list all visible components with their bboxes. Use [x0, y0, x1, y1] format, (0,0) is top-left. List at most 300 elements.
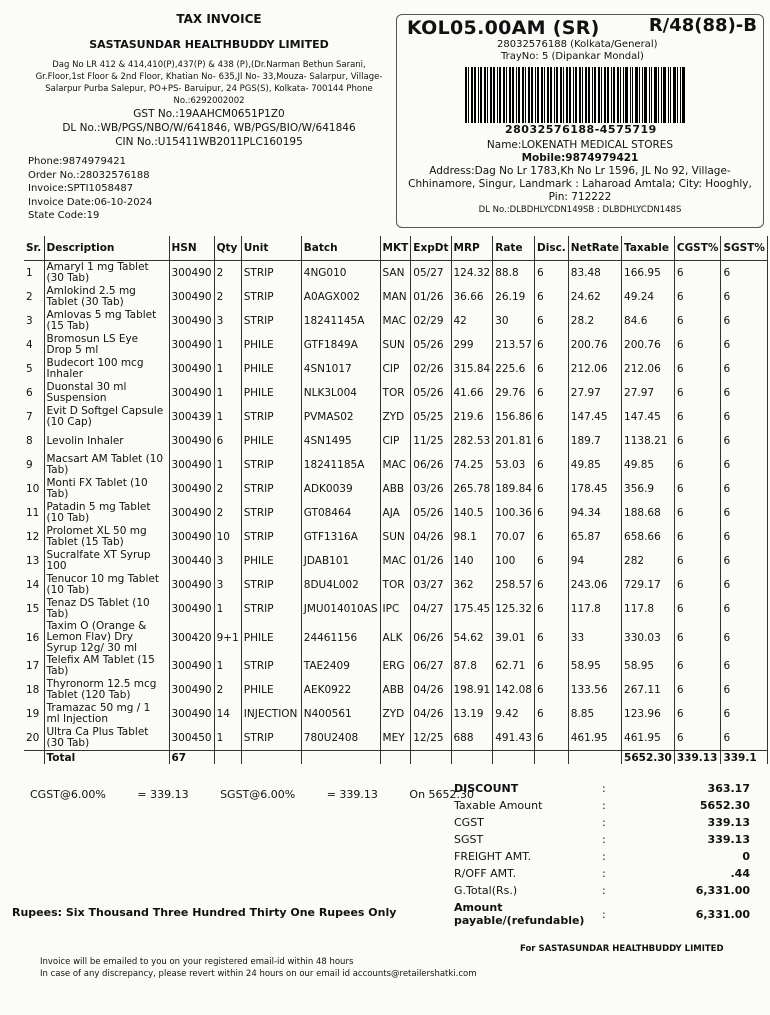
totals-row	[454, 831, 750, 848]
table-cell: 6	[721, 309, 767, 333]
table-cell: 01/26	[411, 285, 451, 309]
totals-row	[454, 882, 750, 899]
table-row	[24, 357, 767, 381]
table-cell: 299	[451, 333, 493, 357]
table-cell: 1	[214, 381, 241, 405]
table-cell: 6	[674, 285, 721, 309]
barcode-bar	[604, 67, 606, 123]
totals-label: Taxable Amount	[454, 799, 543, 812]
table-cell: 461.95	[568, 726, 621, 751]
table-cell: 6	[721, 453, 767, 477]
table-cell: 3	[214, 549, 241, 573]
signature-line: For SASTASUNDAR HEALTHBUDDY LIMITED	[520, 944, 724, 954]
column-header: CGST%	[674, 236, 721, 261]
table-cell: 74.25	[451, 453, 493, 477]
barcode-bar	[644, 67, 646, 123]
table-cell: 125.32	[493, 597, 535, 621]
table-cell: 03/26	[411, 477, 451, 501]
total-cell	[214, 751, 241, 765]
item-description: Levolin Inhaler	[44, 429, 169, 453]
table-cell: 300490	[169, 261, 214, 286]
barcode-bar	[468, 67, 469, 123]
column-header: Rate	[493, 236, 535, 261]
table-cell: SUN	[380, 333, 411, 357]
barcode-bar	[654, 67, 656, 123]
table-cell: GTF1316A	[301, 525, 380, 549]
invoice-meta	[28, 155, 390, 223]
barcode-bar	[623, 67, 625, 123]
customer-address: Address:Dag No Lr 1783,Kh No Lr 1596, JL No 92, Village-Chhinamore, Singur, Landmark : Laharoad Amtala; City: Hooghly,	[408, 165, 752, 190]
table-cell: PVMAS02	[301, 405, 380, 429]
table-cell: 300490	[169, 285, 214, 309]
table-cell: 94	[568, 549, 621, 573]
barcode-bar	[544, 67, 545, 123]
table-cell: 01/26	[411, 549, 451, 573]
table-cell: 189.84	[493, 477, 535, 501]
table-cell: ABB	[380, 678, 411, 702]
phone: Phone:9874979421	[28, 156, 126, 167]
total-cell: 5652.30	[622, 751, 675, 765]
table-cell: PHILE	[241, 357, 301, 381]
cgst-rate: CGST@6.00%	[30, 788, 106, 801]
table-cell: 212.06	[568, 357, 621, 381]
item-description: Monti FX Tablet (10 Tab)	[44, 477, 169, 501]
table-cell: 175.45	[451, 597, 493, 621]
totals-label: G.Total(Rs.)	[454, 884, 518, 897]
table-row	[24, 333, 767, 357]
table-cell: 156.86	[493, 405, 535, 429]
totals-colon: :	[602, 816, 606, 829]
table-cell: 729.17	[622, 573, 675, 597]
table-cell: 20	[24, 726, 44, 751]
table-cell: 6	[535, 429, 569, 453]
column-header: Disc.	[535, 236, 569, 261]
table-cell: 2	[214, 501, 241, 525]
table-cell: 18241145A	[301, 309, 380, 333]
table-cell: 6	[535, 357, 569, 381]
table-cell: 6	[674, 525, 721, 549]
table-cell: 6	[535, 726, 569, 751]
barcode-bar	[632, 67, 634, 123]
table-cell: 4SN1017	[301, 357, 380, 381]
table-cell: 166.95	[622, 261, 675, 286]
table-cell: 6	[674, 453, 721, 477]
table-cell: 300490	[169, 333, 214, 357]
table-cell: 62.71	[493, 654, 535, 678]
column-header: Batch	[301, 236, 380, 261]
barcode-bar	[642, 67, 644, 123]
total-cell	[241, 751, 301, 765]
barcode-bar	[585, 67, 587, 123]
item-description: Tenaz DS Tablet (10 Tab)	[44, 597, 169, 621]
table-cell: 117.8	[568, 597, 621, 621]
table-cell: 87.8	[451, 654, 493, 678]
item-description: Sucralfate XT Syrup 100	[44, 549, 169, 573]
barcode-bar	[625, 67, 627, 123]
table-cell: PHILE	[241, 549, 301, 573]
table-cell: 6	[535, 333, 569, 357]
column-header: Sr.	[24, 236, 44, 261]
table-cell: 6	[535, 453, 569, 477]
barcode-bar	[535, 67, 536, 123]
table-cell: 3	[214, 573, 241, 597]
totals-value: 6,331.00	[695, 884, 750, 897]
item-description: Evit D Softgel Capsule (10 Cap)	[44, 405, 169, 429]
table-cell: 19	[24, 702, 44, 726]
table-cell: 29.76	[493, 381, 535, 405]
barcode-bar	[487, 67, 488, 123]
table-cell: 5	[24, 357, 44, 381]
table-cell: 8.85	[568, 702, 621, 726]
totals-row	[454, 865, 750, 882]
table-row	[24, 501, 767, 525]
table-cell: 2	[214, 678, 241, 702]
column-header: Qty	[214, 236, 241, 261]
table-cell: 6	[674, 573, 721, 597]
items-table	[24, 236, 768, 764]
table-cell: 300450	[169, 726, 214, 751]
table-cell: MAC	[380, 549, 411, 573]
barcode	[465, 67, 687, 123]
barcode-bar	[541, 67, 543, 123]
total-cell	[493, 751, 535, 765]
cin-number: CIN No.:U15411WB2011PLC160195	[115, 136, 303, 148]
total-cell: 67	[169, 751, 214, 765]
table-cell: 05/26	[411, 501, 451, 525]
table-cell: 6	[674, 429, 721, 453]
table-cell: 2	[214, 285, 241, 309]
barcode-bar	[566, 67, 568, 123]
table-cell: 124.32	[451, 261, 493, 286]
column-header: MKT	[380, 236, 411, 261]
totals-colon: :	[602, 799, 606, 812]
table-cell: 6	[721, 333, 767, 357]
barcode-bar	[493, 67, 495, 123]
barcode-bar	[484, 67, 486, 123]
barcode-bar	[522, 67, 524, 123]
barcode-bar	[465, 67, 467, 123]
table-cell: 15	[24, 597, 44, 621]
table-cell: 1	[214, 654, 241, 678]
table-cell: 6	[721, 285, 767, 309]
barcode-bar	[573, 67, 574, 123]
table-cell: 267.11	[622, 678, 675, 702]
table-cell: 65.87	[568, 525, 621, 549]
table-cell: 05/27	[411, 261, 451, 286]
footer-notes	[40, 956, 477, 980]
table-cell: 117.8	[622, 597, 675, 621]
barcode-bar	[673, 67, 675, 123]
table-cell: 6	[535, 501, 569, 525]
table-cell: MAC	[380, 309, 411, 333]
table-cell: TOR	[380, 381, 411, 405]
table-cell: 6	[674, 702, 721, 726]
table-cell: AJA	[380, 501, 411, 525]
table-row	[24, 525, 767, 549]
column-header: MRP	[451, 236, 493, 261]
table-row	[24, 702, 767, 726]
table-cell: 12/25	[411, 726, 451, 751]
barcode-bar	[506, 67, 507, 123]
table-cell: 33	[568, 621, 621, 654]
totals-block	[454, 780, 750, 929]
table-cell: 6	[721, 501, 767, 525]
tray-number: TrayNo: 5 (Dipankar Mondal)	[501, 51, 644, 62]
ship-to	[397, 139, 763, 217]
total-cell: 339.13	[674, 751, 721, 765]
table-cell: NLK3L004	[301, 381, 380, 405]
table-cell: STRIP	[241, 453, 301, 477]
total-cell	[451, 751, 493, 765]
barcode-bar	[594, 67, 596, 123]
item-description: Budecort 100 mcg Inhaler	[44, 357, 169, 381]
barcode-bar	[582, 67, 583, 123]
table-cell: 189.7	[568, 429, 621, 453]
sgst-amount: = 339.13	[326, 788, 378, 801]
table-cell: 6	[721, 261, 767, 286]
barcode-bar	[512, 67, 514, 123]
table-cell: 2	[214, 477, 241, 501]
table-cell: 688	[451, 726, 493, 751]
table-cell: 6	[535, 525, 569, 549]
table-cell: 6	[721, 405, 767, 429]
table-cell: 282.53	[451, 429, 493, 453]
table-cell: 30	[493, 309, 535, 333]
table-cell: 6	[535, 549, 569, 573]
table-header-row	[24, 236, 767, 261]
table-cell: STRIP	[241, 525, 301, 549]
item-description: Amlokind 2.5 mg Tablet (30 Tab)	[44, 285, 169, 309]
barcode-bar	[658, 67, 659, 123]
table-cell: 200.76	[622, 333, 675, 357]
barcode-bar	[509, 67, 511, 123]
barcode-bar	[531, 67, 533, 123]
table-cell: 142.08	[493, 678, 535, 702]
table-cell: 356.9	[622, 477, 675, 501]
table-cell: 53.03	[493, 453, 535, 477]
table-cell: 6	[535, 597, 569, 621]
item-description: Duonstal 30 ml Suspension	[44, 381, 169, 405]
barcode-bar	[575, 67, 577, 123]
barcode-bar	[613, 67, 615, 123]
table-row	[24, 309, 767, 333]
table-cell: 18	[24, 678, 44, 702]
table-cell: INJECTION	[241, 702, 301, 726]
table-cell: 147.45	[568, 405, 621, 429]
item-description: Patadin 5 mg Tablet (10 Tab)	[44, 501, 169, 525]
company-name: SASTASUNDAR HEALTHBUDDY LIMITED	[89, 38, 329, 51]
item-description: Macsart AM Tablet (10 Tab)	[44, 453, 169, 477]
table-cell: 188.68	[622, 501, 675, 525]
totals-label: FREIGHT AMT.	[454, 850, 532, 863]
table-row	[24, 597, 767, 621]
table-cell: 6	[535, 678, 569, 702]
table-cell: 9.42	[493, 702, 535, 726]
table-cell: 6	[674, 597, 721, 621]
table-cell: 300490	[169, 453, 214, 477]
total-cell	[301, 751, 380, 765]
table-cell: IPC	[380, 597, 411, 621]
table-cell: 2	[214, 261, 241, 286]
table-cell: 13	[24, 549, 44, 573]
table-cell: 6	[721, 429, 767, 453]
barcode-bar	[490, 67, 492, 123]
table-cell: 05/25	[411, 405, 451, 429]
table-cell: CIP	[380, 429, 411, 453]
table-cell: 7	[24, 405, 44, 429]
invoice-title: TAX INVOICE	[176, 12, 262, 26]
table-cell: 41.66	[451, 381, 493, 405]
table-cell: 6	[674, 621, 721, 654]
order-line: 28032576188 (Kolkata/General)	[497, 39, 658, 50]
table-cell: 4NG010	[301, 261, 380, 286]
table-cell: STRIP	[241, 573, 301, 597]
table-cell: 6	[721, 597, 767, 621]
table-cell: 461.95	[622, 726, 675, 751]
barcode-bar	[639, 67, 640, 123]
table-cell: 300490	[169, 525, 214, 549]
table-row	[24, 549, 767, 573]
column-header: NetRate	[568, 236, 621, 261]
table-cell: 6	[674, 726, 721, 751]
barcode-bar	[677, 67, 678, 123]
barcode-bar	[528, 67, 530, 123]
total-row	[24, 751, 767, 765]
totals-colon: :	[602, 884, 606, 897]
table-row	[24, 429, 767, 453]
barcode-bar	[651, 67, 653, 123]
barcode-bar	[668, 67, 669, 123]
item-description: Amaryl 1 mg Tablet (30 Tab)	[44, 261, 169, 286]
footer-email-note: Invoice will be emailed to you on your registered email-id within 48 hours	[40, 957, 354, 967]
table-cell: 84.6	[622, 309, 675, 333]
table-cell: 6	[721, 678, 767, 702]
total-cell	[411, 751, 451, 765]
table-cell: 300490	[169, 702, 214, 726]
table-cell: 6	[535, 285, 569, 309]
table-cell: STRIP	[241, 654, 301, 678]
totals-value: 6,331.00	[695, 907, 750, 921]
route-code: KOL05.00AM (SR)	[407, 17, 600, 39]
totals-colon: :	[602, 782, 606, 795]
company-address: Dag No LR 412 & 414,410(P),437(P) & 438 (P),(Dr.Narman Bethun Sarani, Gr.Floor,1st Floor & 2nd Floor, Khatian No- 635,Jl No- 33,Mouza- Salarpur, Village- Salarpur Purba Salepur, PO+PS- Baruipur, 24 PGS(S), Kolkata- 700144 Phone No.:6292002002	[35, 60, 383, 106]
table-cell: 200.76	[568, 333, 621, 357]
totals-colon: :	[602, 867, 606, 880]
totals-value: 339.13	[707, 833, 750, 846]
barcode-bar	[617, 67, 619, 123]
table-cell: N400561	[301, 702, 380, 726]
total-cell	[568, 751, 621, 765]
table-cell: 70.07	[493, 525, 535, 549]
table-cell: 198.91	[451, 678, 493, 702]
table-cell: 27.97	[568, 381, 621, 405]
barcode-bar	[630, 67, 631, 123]
table-cell: 36.66	[451, 285, 493, 309]
amount-in-words: Rupees: Six Thousand Three Hundred Thirty One Rupees Only	[12, 906, 397, 919]
barcode-bar	[525, 67, 526, 123]
tax-summary	[30, 788, 502, 801]
table-cell: 24461156	[301, 621, 380, 654]
table-cell: 16	[24, 621, 44, 654]
table-cell: 243.06	[568, 573, 621, 597]
item-description: Tenucor 10 mg Tablet (10 Tab)	[44, 573, 169, 597]
table-row	[24, 453, 767, 477]
table-cell: 83.48	[568, 261, 621, 286]
table-cell: 11/25	[411, 429, 451, 453]
table-cell: 300490	[169, 477, 214, 501]
table-cell: STRIP	[241, 726, 301, 751]
table-cell: 300490	[169, 678, 214, 702]
table-row	[24, 381, 767, 405]
table-cell: 6	[214, 429, 241, 453]
table-cell: A0AGX002	[301, 285, 380, 309]
totals-value: 363.17	[707, 782, 750, 795]
table-cell: 3	[214, 309, 241, 333]
table-cell: 14	[214, 702, 241, 726]
table-cell: 300420	[169, 621, 214, 654]
table-cell: MAN	[380, 285, 411, 309]
table-cell: 213.57	[493, 333, 535, 357]
table-cell: 300490	[169, 309, 214, 333]
barcode-bar	[499, 67, 501, 123]
totals-label: SGST	[454, 833, 484, 846]
barcode-bar	[554, 67, 555, 123]
table-cell: 201.81	[493, 429, 535, 453]
table-cell: 300439	[169, 405, 214, 429]
barcode-bar	[480, 67, 482, 123]
table-cell: 02/29	[411, 309, 451, 333]
barcode-bar	[550, 67, 552, 123]
table-cell: 42	[451, 309, 493, 333]
totals-value: 0	[742, 850, 750, 863]
barcode-bar	[547, 67, 549, 123]
table-cell: 178.45	[568, 477, 621, 501]
table-cell: STRIP	[241, 501, 301, 525]
barcode-bar	[663, 67, 665, 123]
table-cell: 94.34	[568, 501, 621, 525]
table-row	[24, 261, 767, 286]
totals-row	[454, 797, 750, 814]
table-cell: 3	[24, 309, 44, 333]
table-cell: 6	[721, 654, 767, 678]
totals-colon: :	[602, 907, 606, 921]
table-cell: 6	[721, 525, 767, 549]
table-cell: PHILE	[241, 429, 301, 453]
table-cell: 1	[214, 597, 241, 621]
totals-row	[454, 848, 750, 865]
table-cell: 9	[24, 453, 44, 477]
table-cell: 03/27	[411, 573, 451, 597]
table-cell: 13.19	[451, 702, 493, 726]
table-cell: 300490	[169, 381, 214, 405]
barcode-bar	[560, 67, 562, 123]
total-cell	[380, 751, 411, 765]
table-cell: 49.85	[622, 453, 675, 477]
table-cell: 28.2	[568, 309, 621, 333]
table-row	[24, 477, 767, 501]
total-cell	[24, 751, 44, 765]
table-row	[24, 726, 767, 751]
totals-row	[454, 899, 750, 929]
table-cell: PHILE	[241, 678, 301, 702]
table-cell: PHILE	[241, 333, 301, 357]
table-cell: 6	[674, 477, 721, 501]
barcode-bar	[680, 67, 682, 123]
on-amount: On 5652.30	[409, 788, 475, 801]
table-cell: STRIP	[241, 285, 301, 309]
table-cell: 26.19	[493, 285, 535, 309]
barcode-bar	[471, 67, 473, 123]
